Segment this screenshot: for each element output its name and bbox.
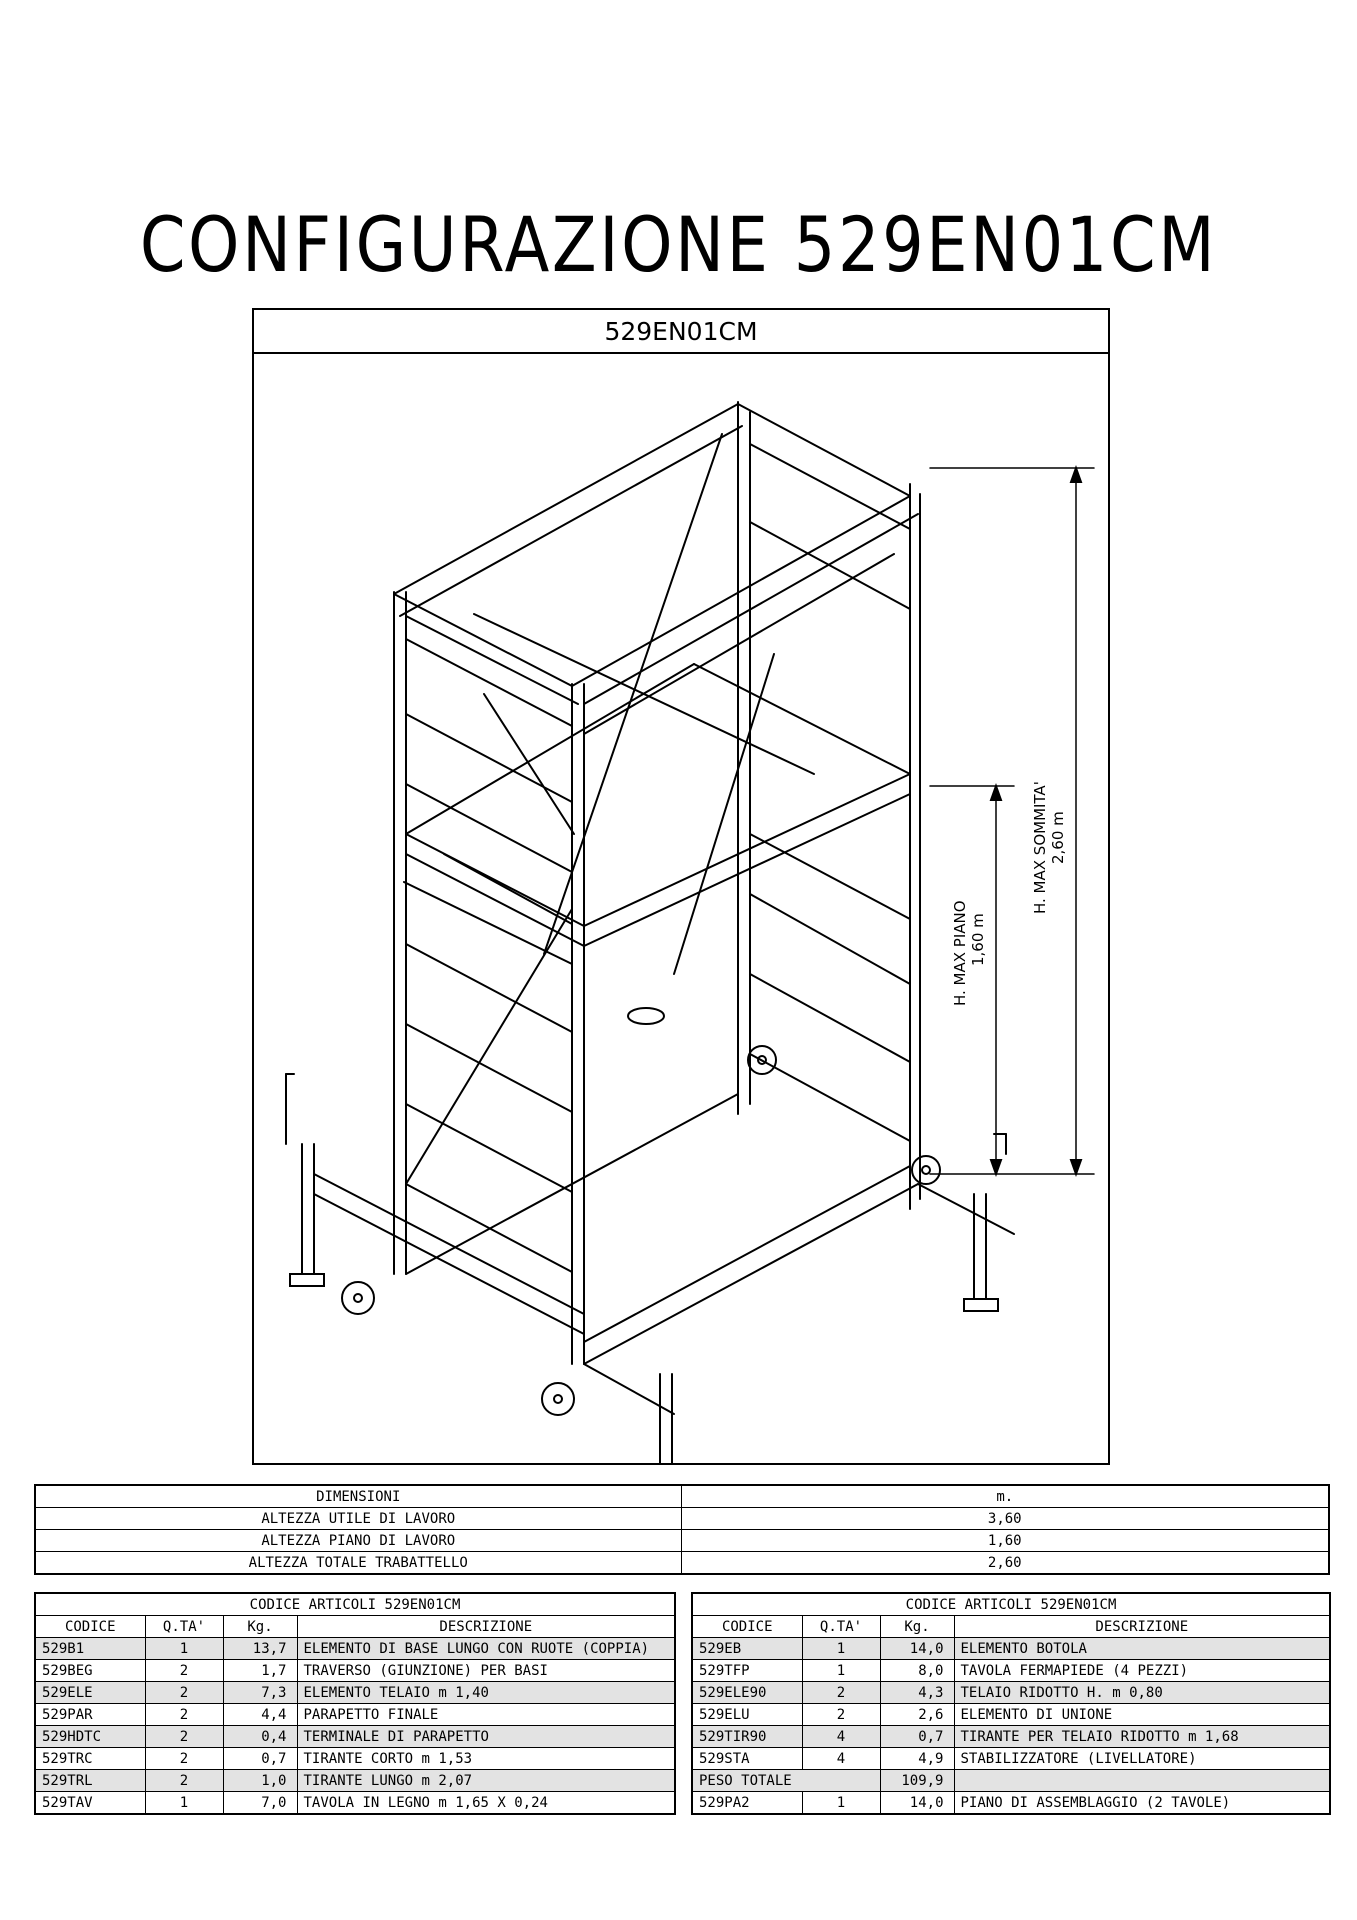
table-row [692,1748,1330,1770]
article-kg: 1,0 [223,1770,297,1792]
table-row [35,1552,1329,1575]
dimensions-table [34,1484,1330,1575]
article-code: 529TRL [35,1770,145,1792]
article-code: 529B1 [35,1638,145,1660]
article-kg: 1,7 [223,1660,297,1682]
article-code: 529PA2 [692,1792,802,1815]
table-row [35,1682,675,1704]
drawing-title: 529EN01CM [254,310,1108,354]
article-description: TIRANTE CORTO m 1,53 [297,1748,675,1770]
article-description: STABILIZZATORE (LIVELLATORE) [954,1748,1330,1770]
dimension-label: ALTEZZA UTILE DI LAVORO [35,1508,681,1530]
article-code: 529TAV [35,1792,145,1815]
article-code: 529ELE [35,1682,145,1704]
dimensions-header: DIMENSIONI [35,1485,681,1508]
dimension-label: ALTEZZA PIANO DI LAVORO [35,1530,681,1552]
article-code: 529BEG [35,1660,145,1682]
total-row [692,1770,1330,1792]
max-sommita-value: 2,60 m [1049,811,1067,864]
max-piano-label: H. MAX PIANO [951,900,969,1006]
table-title: CODICE ARTICOLI 529EN01CM [692,1593,1330,1616]
article-qty: 1 [145,1638,223,1660]
article-description: ELEMENTO DI BASE LUNGO CON RUOTE (COPPIA) [297,1638,675,1660]
column-header: DESCRIZIONE [954,1616,1330,1638]
max-sommita-label: H. MAX SOMMITA' [1031,781,1049,914]
total-label: PESO TOTALE [692,1770,880,1792]
articles-table-left [34,1592,676,1815]
article-qty: 1 [145,1792,223,1815]
dimension-value: 1,60 [681,1530,1329,1552]
table-row [35,1530,1329,1552]
column-header: Q.TA' [145,1616,223,1638]
article-code: 529ELE90 [692,1682,802,1704]
page-title: CONFIGURAZIONE 529EN01CM [139,200,1218,289]
article-description: ELEMENTO BOTOLA [954,1638,1330,1660]
article-kg: 4,3 [880,1682,954,1704]
empty-cell [954,1770,1330,1792]
article-code: 529EB [692,1638,802,1660]
article-qty: 2 [145,1660,223,1682]
article-kg: 0,4 [223,1726,297,1748]
table-header-row [35,1616,675,1638]
article-code: 529STA [692,1748,802,1770]
table-header-row [692,1616,1330,1638]
article-kg: 7,0 [223,1792,297,1815]
unit-header: m. [681,1485,1329,1508]
column-header: CODICE [692,1616,802,1638]
article-kg: 0,7 [223,1748,297,1770]
article-qty: 2 [802,1704,880,1726]
article-code: 529TIR90 [692,1726,802,1748]
article-qty: 2 [145,1726,223,1748]
article-code: 529HDTC [35,1726,145,1748]
article-description: TAVOLA IN LEGNO m 1,65 X 0,24 [297,1792,675,1815]
table-title: CODICE ARTICOLI 529EN01CM [35,1593,675,1616]
article-qty: 2 [145,1682,223,1704]
scaffold-drawing [254,354,1108,1463]
dimension-value: 2,60 [681,1552,1329,1575]
article-kg: 7,3 [223,1682,297,1704]
article-qty: 1 [802,1660,880,1682]
article-kg: 14,0 [880,1638,954,1660]
table-row [692,1792,1330,1815]
article-description: TIRANTE LUNGO m 2,07 [297,1770,675,1792]
total-value: 109,9 [880,1770,954,1792]
article-code: 529ELU [692,1704,802,1726]
article-description: TAVOLA FERMAPIEDE (4 PEZZI) [954,1660,1330,1682]
articles-table-right [691,1592,1331,1815]
article-qty: 4 [802,1748,880,1770]
drawing-frame [252,308,1110,1465]
article-description: ELEMENTO DI UNIONE [954,1704,1330,1726]
max-piano-value: 1,60 m [969,913,987,966]
article-description: TIRANTE PER TELAIO RIDOTTO m 1,68 [954,1726,1330,1748]
table-title-row [35,1593,675,1616]
table-row [692,1704,1330,1726]
table-row [35,1748,675,1770]
article-description: PARAPETTO FINALE [297,1704,675,1726]
article-qty: 1 [802,1638,880,1660]
article-code: 529TRC [35,1748,145,1770]
table-row [692,1638,1330,1660]
table-row [35,1770,675,1792]
article-kg: 4,9 [880,1748,954,1770]
table-row [35,1638,675,1660]
article-kg: 8,0 [880,1660,954,1682]
article-description: ELEMENTO TELAIO m 1,40 [297,1682,675,1704]
article-description: PIANO DI ASSEMBLAGGIO (2 TAVOLE) [954,1792,1330,1815]
article-qty: 2 [145,1770,223,1792]
column-header: Kg. [223,1616,297,1638]
column-header: CODICE [35,1616,145,1638]
article-code: 529TFP [692,1660,802,1682]
article-code: 529PAR [35,1704,145,1726]
dimension-label: ALTEZZA TOTALE TRABATTELLO [35,1552,681,1575]
article-qty: 1 [802,1792,880,1815]
table-row [692,1682,1330,1704]
article-description: TELAIO RIDOTTO H. m 0,80 [954,1682,1330,1704]
article-kg: 4,4 [223,1704,297,1726]
article-kg: 13,7 [223,1638,297,1660]
article-qty: 2 [145,1748,223,1770]
table-row [35,1508,1329,1530]
column-header: DESCRIZIONE [297,1616,675,1638]
article-qty: 2 [802,1682,880,1704]
table-row [35,1704,675,1726]
table-row [35,1485,1329,1508]
article-description: TERMINALE DI PARAPETTO [297,1726,675,1748]
article-qty: 4 [802,1726,880,1748]
table-row [35,1726,675,1748]
table-title-row [692,1593,1330,1616]
article-kg: 14,0 [880,1792,954,1815]
table-row [35,1660,675,1682]
column-header: Kg. [880,1616,954,1638]
table-row [692,1660,1330,1682]
table-row [692,1726,1330,1748]
article-description: TRAVERSO (GIUNZIONE) PER BASI [297,1660,675,1682]
dimension-value: 3,60 [681,1508,1329,1530]
article-kg: 0,7 [880,1726,954,1748]
table-row [35,1792,675,1815]
column-header: Q.TA' [802,1616,880,1638]
article-kg: 2,6 [880,1704,954,1726]
article-qty: 2 [145,1704,223,1726]
